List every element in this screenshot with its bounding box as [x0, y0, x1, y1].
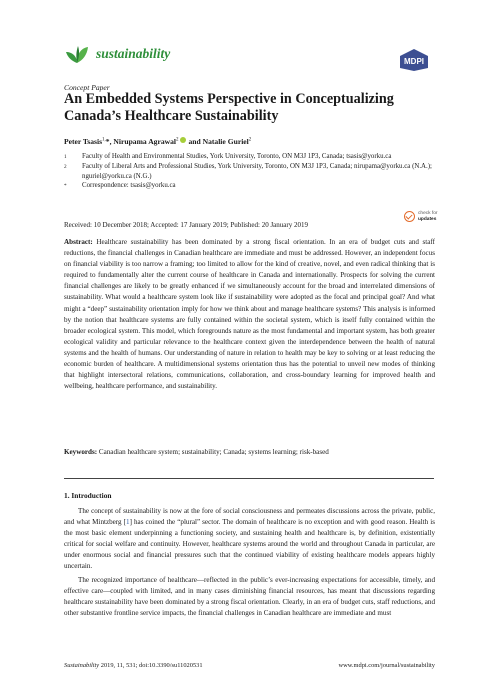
footer-url[interactable]: www.mdpi.com/journal/sustainability	[338, 662, 435, 669]
section-divider	[64, 478, 434, 479]
author-affil-mark: 2	[248, 137, 252, 143]
affiliation-mark: *	[64, 182, 67, 189]
keywords	[64, 448, 435, 456]
check-updates-line1: check for	[418, 211, 438, 217]
author-name[interactable]: Nirupama Agrawal	[113, 137, 177, 146]
section-heading: 1. Introduction	[64, 491, 112, 500]
page-footer	[64, 662, 435, 669]
affiliation-mark: 1	[64, 154, 67, 160]
author-name[interactable]: Natalie Guriel	[202, 137, 249, 146]
mdpi-badge-text: MDPI	[404, 57, 424, 66]
author-separator: and	[186, 137, 203, 146]
orcid-icon[interactable]	[180, 137, 186, 143]
corresponding-mark: *	[105, 137, 110, 146]
author-affil-mark: 1,	[102, 137, 106, 143]
journal-name: sustainability	[96, 46, 171, 61]
keywords-text: Canadian healthcare system; sustainability; Canada; systems learning; risk-based	[97, 448, 329, 456]
paper-title: An Embedded Systems Perspective in Conceptualizing Canada’s Healthcare Sustainability	[64, 91, 394, 124]
body-text-run: The concept of sustainability is now at the fore of social consciousness and permeates discussions across the private, public, and what Mintzberg [	[64, 507, 435, 527]
body-text	[64, 506, 435, 621]
abstract	[64, 237, 435, 392]
check-updates-icon	[404, 211, 415, 222]
affiliations	[64, 152, 444, 191]
check-updates-line2: updates	[418, 216, 437, 222]
affiliation-item	[64, 152, 444, 162]
author-separator: ,	[109, 137, 114, 146]
correspondence-text: Correspondence: tsasis@yorku.ca	[82, 181, 176, 189]
abstract-text: Healthcare sustainability has been dominated by a strong fiscal orientation. In an era of budget cuts and staff reductions, the financial challenges in Canadian healthcare are immediate and must be addressed. However, an independent focus on financial viability is too narrow a framing; too limited to allow for the kind of creative, novel, and even radical thinking that is required to fundamentally alter the current course of healthcare in Canada and internationally. Prospects for solving the current financial challenges are likely to be greatly enhanced if we simultaneously account for the broad and interrelated dimensions of sustainability. What would a healthcare system look like if sustainability were adopted as the focal and principal goal? And what might a “deep” sustainability orientation imply for how we think about and manage healthcare systems? This analysis is informed by the notion that healthcare systems are fully contained within the societal system, which is itself fully contained within the broader ecological system. This model, which foregrounds nature as the most fundamental and important system, has both greater ecological validity and particular relevance to the healthcare context given the interdependence between the health of natural systems and the health of humans. Our understanding of nature in relation to health may be key to solving or at least reducing the economic burden of healthcare. A multidimensional systems orientation thus has the potential to unveil new modes of thinking that highlight intersectoral relations, communications, collaboration, and cross-boundary learning for improved health and wellbeing, healthcare performance, and sustainability.	[64, 238, 435, 391]
footer-citation	[64, 662, 203, 669]
body-paragraph	[64, 506, 435, 573]
affiliation-mark: 2	[64, 164, 67, 171]
author-affil-mark: 2	[176, 137, 179, 143]
check-for-updates-button[interactable]	[404, 211, 437, 222]
abstract-label: Abstract:	[64, 238, 93, 246]
sustainability-leaves-logo-icon	[64, 44, 90, 64]
body-paragraph: The recognized importance of healthcare—reflected in the public’s ever-increasing expectations for accessible, timely, and effective care—coupled with limited, and in many cases diminishing financial resources, has meant that discussions regarding healthcare sustainability have been dominated by a strong fiscal orientation. Clearly, in an era of budget cuts, staff reductions, and other substantive frontline service impacts, the financial challenges in Canadian healthcare are immediate and must	[64, 575, 435, 617]
affiliation-item	[64, 162, 444, 181]
article-type: Concept Paper	[64, 83, 110, 92]
affiliation-text: Faculty of Health and Environmental Studies, York University, Toronto, ON M3J 1P3, Canada; tsasis@yorku.ca	[82, 153, 392, 160]
footer-citation-text: 2019, 11, 531; doi:10.3390/su11020531	[99, 662, 203, 669]
publication-dates: Received: 10 December 2018; Accepted: 17 January 2019; Published: 20 January 2019	[64, 221, 308, 229]
author-name[interactable]: Peter Tsasis	[64, 137, 103, 146]
footer-journal: Sustainability	[64, 662, 100, 669]
affiliation-text: Faculty of Liberal Arts and Professional Studies, York University, Toronto, ON M3J 1P3, Canada; nirupama@yorku.ca (N.A.); nguriel@yorku.ca (N.G.)	[82, 163, 432, 180]
citation-link[interactable]: 1	[126, 518, 130, 527]
author-list	[64, 137, 251, 146]
body-text-run: ] has coined the “plural” sector. The domain of healthcare is no exception and with good reason. Health is the most basic element underpinning a functioning society, and sustaining health and healthcare is, by definition, existentially critical for social welfare and continuity. However, healthcare systems around the world and throughout Canada in particular, are under enormous social and financial pressures such that the continued viability of existing healthcare models appears highly uncertain.	[64, 518, 435, 571]
journal-header	[64, 44, 170, 64]
affiliation-item	[64, 181, 444, 191]
keywords-label: Keywords:	[64, 448, 98, 456]
check-updates-label	[418, 211, 437, 222]
mdpi-logo-icon	[398, 48, 430, 72]
